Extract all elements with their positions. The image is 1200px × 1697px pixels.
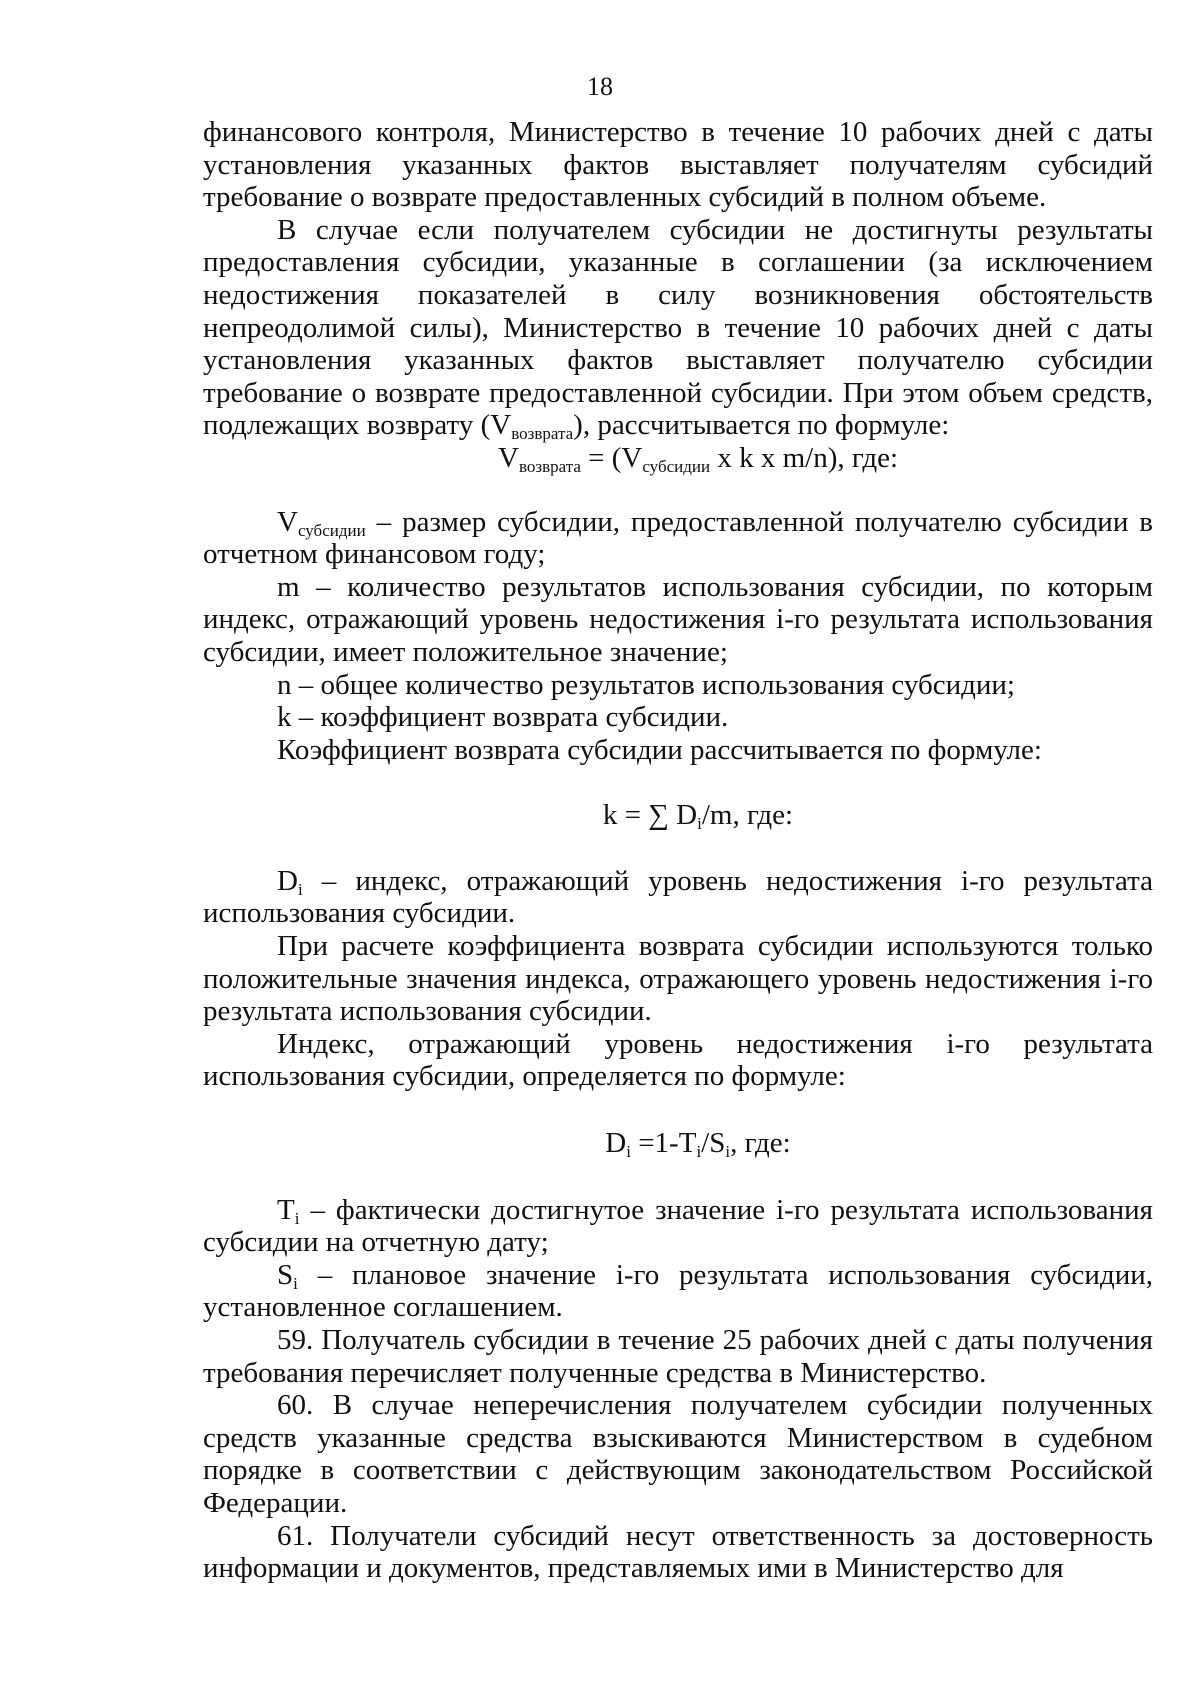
d-definition: – индекс, отражающий уровень недостижения i-го результата использования субсидии. (203, 864, 1153, 930)
s-letter: S (277, 1258, 294, 1291)
s-sub: i (293, 1273, 298, 1293)
clause-60: 60. В случае неперечисления получателем субсидии полученных средств указанные средства взыскиваются Министерством в судебном порядке в соответствии с действующим законодательством Российской Федерации. (203, 1389, 1153, 1519)
definition-d (203, 865, 1153, 930)
formula-d-letter: D (605, 1127, 627, 1160)
positive-values-note: При расчете коэффициента возврата субсидии используются только положительные значения индекса, отражающего уровень недостижения i-го результата использования субсидии. (203, 930, 1153, 1028)
formula-k-sub: i (697, 814, 702, 834)
formula-v-return-sub: возврата (518, 456, 581, 476)
d-letter: D (277, 864, 298, 897)
definition-n: n – общее количество результатов использования субсидии; (277, 668, 1015, 701)
formula-s-sub: i (725, 1142, 731, 1162)
v-subsidy-sub: субсидии (297, 520, 366, 540)
document-body (203, 116, 1153, 1585)
formula-return-volume (203, 442, 1153, 475)
formula-mid: = (V (580, 441, 643, 474)
spacer (203, 1093, 1153, 1127)
formula-d (203, 1127, 1153, 1160)
definition-m: m – количество результатов использования субсидии, по которым индекс, отражающий уровень недостижения i-го результата использования субсидии, имеет положительное значение; (203, 570, 1153, 668)
spacer (203, 832, 1153, 865)
formula-slash: /S (701, 1127, 726, 1160)
paragraph-return-requirement (203, 214, 1153, 442)
formula-d-end: , где: (730, 1127, 791, 1160)
formula-end: x k x m/n), где: (710, 441, 898, 474)
definition-s (203, 1259, 1153, 1324)
formula-d-sub: i (626, 1142, 631, 1162)
d-sub: i (297, 879, 303, 899)
index-formula-intro: Индекс, отражающий уровень недостижения i-го результата использования субсидии, определяется по формуле: (203, 1027, 1153, 1093)
t-letter: T (277, 1193, 295, 1226)
t-sub: i (294, 1208, 300, 1228)
subscript-return: возврата (511, 424, 574, 444)
formula-v-letter: V (497, 441, 519, 474)
formula-d-mid: =1-T (630, 1127, 697, 1160)
return-requirement-tail: ), рассчитывается по формуле: (573, 409, 950, 442)
definition-v-subsidy (203, 506, 1153, 571)
definition-k: k – коэффициент возврата субсидии. (277, 701, 729, 734)
return-requirement-text: В случае если получателем субсидии не достигнуты результаты предоставления субсидии, указанные в соглашении (за исключением недостижения показателей в силу возникновения обстоятельств непреодолимой силы), Министерство в течение 10 рабочих дней с даты установления указанных фактов выставляет получателю субсидии требование о возврате предоставленной субсидии. При этом объем средств, подлежащих возврату (V (203, 213, 1153, 442)
v-subsidy-definition: – размер субсидии, предоставленной получателю субсидии в отчетном финансовом году; (203, 505, 1153, 571)
k-formula-intro: Коэффициент возврата субсидии рассчитывается по формуле: (277, 733, 1042, 766)
spacer (203, 766, 1153, 799)
spacer (203, 475, 1153, 506)
formula-k (203, 799, 1153, 832)
formula-v-subsidy-sub: субсидии (642, 456, 711, 476)
v-letter: V (277, 505, 298, 538)
paragraph-continuation: финансового контроля, Министерство в течение 10 рабочих дней с даты установления указанных фактов выставляет получателям субсидий требование о возврате предоставленных субсидий в полном объеме. (203, 116, 1153, 214)
formula-t-sub: i (696, 1142, 702, 1162)
clause-61: 61. Получатели субсидий несут ответственность за достоверность информации и документов, представляемых ими в Министерство для (203, 1519, 1153, 1585)
spacer (203, 1160, 1153, 1194)
formula-k-pre: k = ∑ D (602, 799, 698, 832)
definition-t (203, 1194, 1153, 1259)
page-number: 18 (587, 72, 613, 101)
s-definition: – плановое значение i-го результата использования субсидии, установленное соглашением. (203, 1258, 1153, 1324)
formula-k-end: /m, где: (701, 799, 794, 832)
clause-59: 59. Получатель субсидии в течение 25 рабочих дней с даты получения требования перечисляет полученные средства в Министерство. (203, 1324, 1153, 1389)
t-definition: – фактически достигнутое значение i-го результата использования субсидии на отчетную дату; (203, 1193, 1153, 1259)
